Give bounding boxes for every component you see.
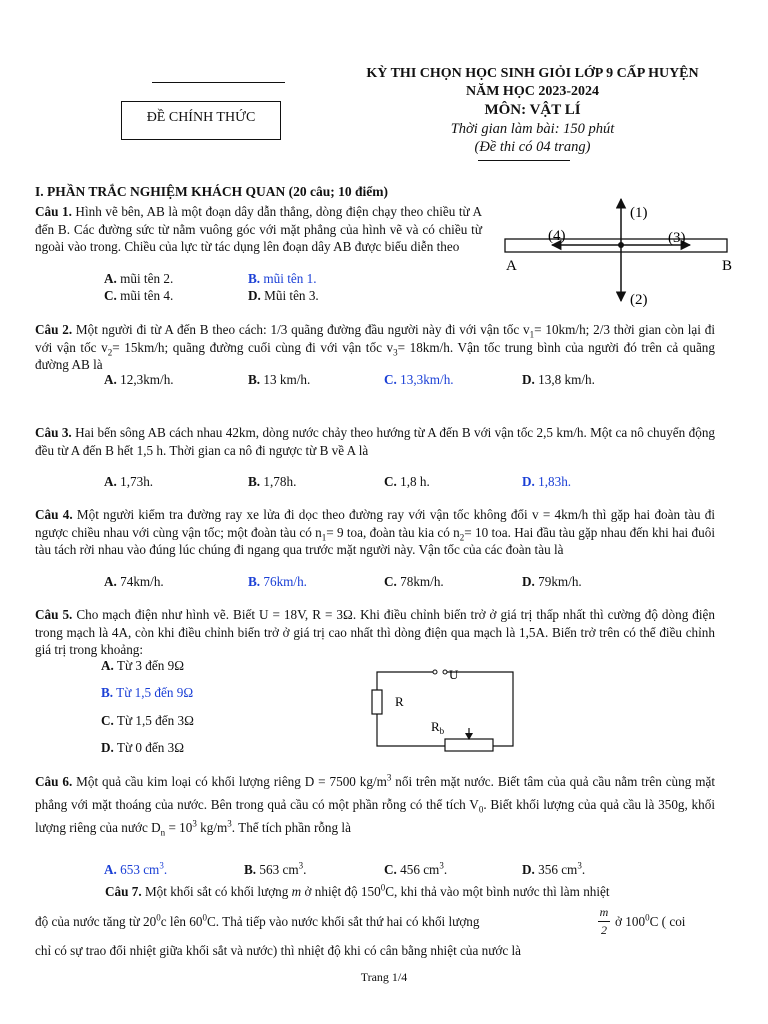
q5-option-a[interactable]: A. Từ 3 đến 9Ω <box>101 658 185 673</box>
exam-title: KỲ THI CHỌN HỌC SINH GIỎI LỚP 9 CẤP HUYỆN <box>366 66 699 81</box>
q5-option-d[interactable]: D. Từ 0 đến 3Ω <box>101 740 185 755</box>
q4-option-c[interactable]: C. 78km/h. <box>384 574 444 589</box>
q3-option-b[interactable]: B. 1,78h. <box>248 474 297 489</box>
q6-option-a[interactable]: A. 653 $cm^3$. <box>104 860 168 877</box>
rheostat-rb <box>445 739 493 751</box>
circuit-diagram <box>365 660 535 760</box>
q2-option-d[interactable]: D. 13,8 km/h. <box>522 372 595 387</box>
question-3-text: Câu 3. Hai bến sông AB cách nhau 42km, dòng nước chảy theo hướng từ A đến B với vận tốc 2,5 km/h. Một ca nô chuyển động đều từ A đến B hết 1,5 h. Thời gian ca nô đi ngược từ B về A là <box>35 425 716 458</box>
q3-option-d[interactable]: D. 1,83h. <box>522 474 572 489</box>
circuit-wire-right <box>445 672 513 746</box>
exam-time: Thời gian làm bài: 150 phút <box>450 121 615 137</box>
q6-option-c[interactable]: C. 456 $cm^3$. <box>384 860 448 877</box>
label-arrow-3: (3) <box>668 230 686 246</box>
q2-option-b[interactable]: B. 13 km/h. <box>248 372 311 387</box>
q1-option-a[interactable]: A. mũi tên 2. <box>104 271 174 286</box>
page-number: Trang 1/4 <box>360 970 408 984</box>
label-arrow-2: (2) <box>630 292 648 308</box>
label-a: A <box>506 258 517 274</box>
fraction-numerator: m <box>599 905 609 919</box>
subject: MÔN: VẬT LÍ <box>484 102 581 118</box>
q2-option-a[interactable]: A. 12,3km/h. <box>104 372 174 387</box>
fraction-denominator: 2 <box>601 923 607 937</box>
q4-option-b[interactable]: B. 76km/h. <box>248 574 307 589</box>
question-7-line-1: Câu 7. Một khối sắt có khối lượng m ở nhiệt độ $150^0C$, khi thả vào một bình nước thì làm nhiệt <box>105 882 610 899</box>
question-1-text: Câu 1. Hình vẽ bên, AB là một đoạn dây dẫn thẳng, dòng điện chạy theo chiều từ A đến B. Các đường sức từ nằm vuông góc với mặt phẳng của hình vẽ và có chiều từ ngoài vào trong. Chiều của lực từ tác dụng lên đoạn dây AB được biểu diễn theo <box>35 204 483 254</box>
q1-option-c[interactable]: C. mũi tên 4. <box>104 288 174 303</box>
label-rb: $R_b$ <box>431 719 445 736</box>
fraction-bar <box>598 921 610 922</box>
question-7-line-3: chỉ có sự trao đổi nhiệt giữa khối sắt và nước) thì nhiệt độ khi có cân bằng nhiệt của nước là <box>35 943 522 958</box>
q3-option-c[interactable]: C. 1,8 h. <box>384 474 430 489</box>
question-7-line-2: độ của nước tăng từ $20^0c$ lên $60^0C$. Thả tiếp vào nước khối sắt thứ hai có khối lượng <box>35 912 480 929</box>
header-right-line <box>478 160 570 161</box>
school-year: NĂM HỌC 2023-2024 <box>466 84 599 99</box>
q6-option-b[interactable]: B. 563 $cm^3$. <box>244 860 307 877</box>
question-4-text: Câu 4. Một người kiểm tra đường ray xe lửa đi dọc theo đường ray với vận tốc không đổi v = 4km/h thì gặp hai đoàn tàu đi ngược chiều nhau với cùng vận tốc; một đoàn tàu có $n_1= 9$ toa, đoàn tàu kia có $n_2= 10$ toa. Hai đầu tàu gặp nhau đến khi hai đuôi tàu tách rời nhau vào đúng lúc chúng đi ngang qua trước mặt người này. Vận tốc của các đoàn tàu là <box>35 507 716 557</box>
question-6-text: Câu 6. Một quả cầu kim loại có khối lượng riêng D = 7500 $kg/m^3$ nổi trên mặt nước. Biết tâm của quả cầu nằm trên cùng mặt phẳng với mặt thoáng của nước. Bên trong quả cầu có một phần rỗng có thể tích $V_0$. Biết khối lượng của quả cầu là 350g, khối lượng riêng của nước $D_n = 10^3$ $kg/m^3$. Thể tích phần rỗng là <box>35 772 716 838</box>
wire-force-diagram <box>490 193 760 311</box>
question-7-line-2-end: ở $100^0C$ ( coi <box>615 912 686 929</box>
q3-option-a[interactable]: A. 1,73h. <box>104 474 154 489</box>
q5-option-c[interactable]: C. Từ 1,5 đến 3Ω <box>101 713 194 728</box>
header-left-line <box>152 82 285 83</box>
question-1-label: Câu 1. <box>35 204 72 219</box>
q6-option-d[interactable]: D. 356 $cm^3$. <box>522 860 586 877</box>
q4-option-a[interactable]: A. 74km/h. <box>104 574 164 589</box>
q1-option-b[interactable]: B. mũi tên 1. <box>248 271 317 286</box>
resistor-r <box>372 690 382 714</box>
label-arrow-1: (1) <box>630 205 648 221</box>
label-r: R <box>395 694 404 709</box>
label-b: B <box>722 258 733 274</box>
question-5-text: Câu 5. Cho mạch điện như hình vẽ. Biết U = 18V, R = 3Ω. Khi điều chỉnh biến trở ở giá trị thấp nhất thì cường độ dòng điện trong mạch là 4A, còn khi điều chỉnh biến trở ở giá trị cao nhất thì dòng điện qua mạch là 1,5A. Biến trở trên có thể điều chỉnh giá trị trong khoảng: <box>35 607 716 657</box>
q4-option-d[interactable]: D. 79km/h. <box>522 574 582 589</box>
label-u: U <box>449 667 459 682</box>
q2-option-c[interactable]: C. 13,3km/h. <box>384 372 454 387</box>
page-count-note: (Đề thi có 04 trang) <box>474 139 591 155</box>
section-title: I. PHẦN TRẮC NGHIỆM KHÁCH QUAN (20 câu; 10 điểm) <box>35 184 388 199</box>
label-arrow-4: (4) <box>548 228 566 244</box>
q5-option-b[interactable]: B. Từ 1,5 đến 9Ω <box>101 685 194 700</box>
circuit-wire <box>377 672 445 746</box>
official-label: ĐỀ CHÍNH THỨC <box>146 110 256 125</box>
question-2-text: Câu 2. Một người đi từ A đến B theo cách: 1/3 quãng đường đầu người này đi với vận tốc $v_1= 10km/h$; 2/3 thời gian còn lại đi với vận tốc $v_2= 15km/h$; quãng đường cuối cùng đi với vận tốc $v_3= 18km/h$. Vận tốc trung bình của người đó trên cả quãng đường AB là <box>35 322 715 372</box>
q1-option-d[interactable]: D. Mũi tên 3. <box>248 288 319 303</box>
